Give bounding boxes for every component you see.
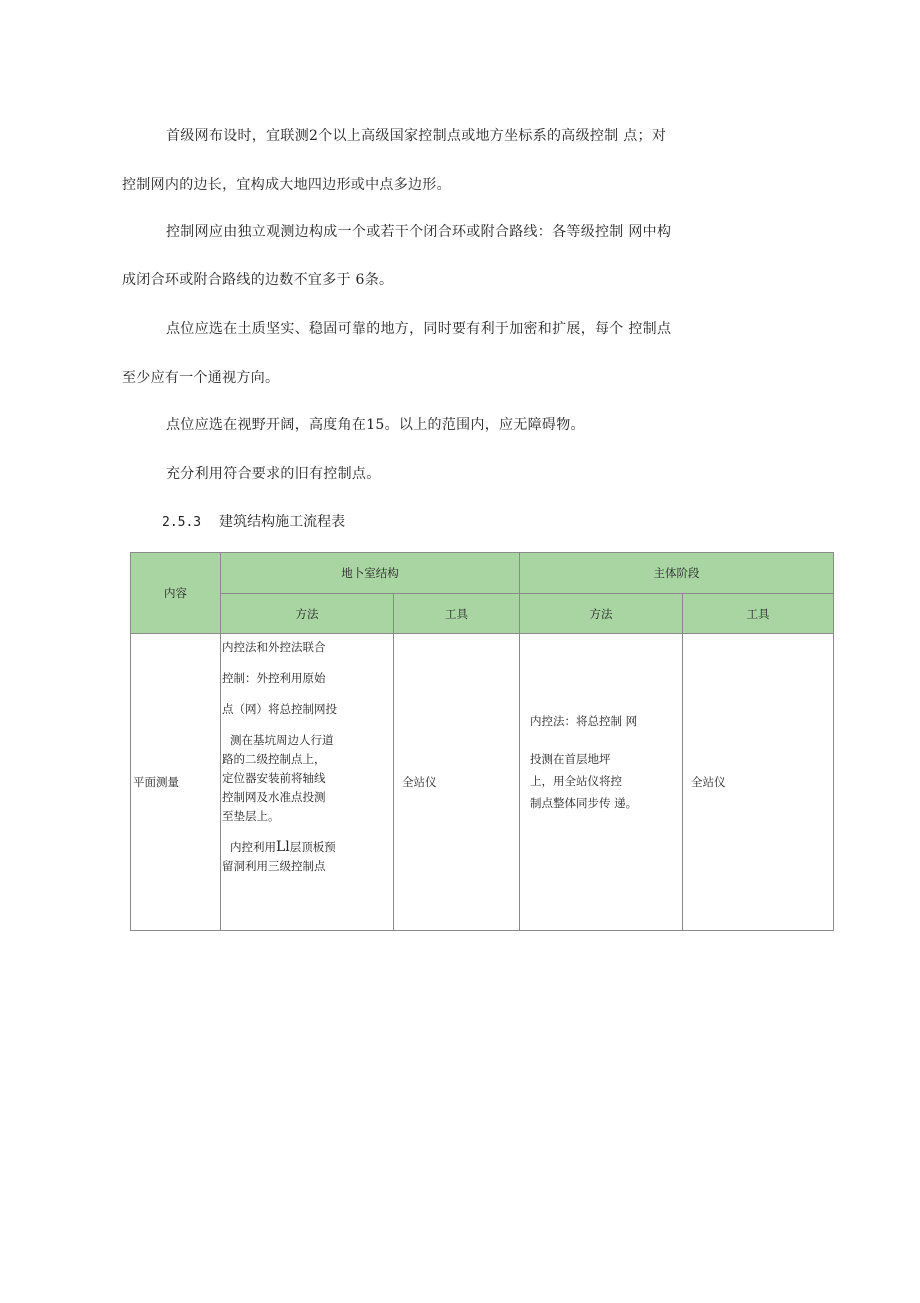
header-content: 内容 bbox=[131, 553, 221, 634]
basement-method-line: 路的二级控制点上， bbox=[222, 752, 326, 766]
inner-control-text-b: Ll bbox=[276, 839, 290, 855]
paragraph-3-line-2: 至少应有一个通视方向。 bbox=[122, 370, 280, 386]
paragraph-5-line-1: 充分利用符合要求的旧有控制点。 bbox=[166, 466, 381, 482]
paragraph-1-line-1: 首级网布设时，宜联测2个以上高级国家控制点或地方坐标系的高级控制 点；对 bbox=[166, 128, 667, 144]
basement-method-line: 测在基坑周边人行道 bbox=[230, 733, 334, 747]
basement-method-cell bbox=[221, 634, 394, 931]
main-method-line: 制点整体同步传 递。 bbox=[530, 796, 638, 810]
row-label-plane-survey: 平面测量 bbox=[131, 634, 221, 931]
basement-method-line-inner-control bbox=[222, 838, 393, 857]
section-title: 建筑结构施工流程表 bbox=[219, 514, 346, 530]
main-method-cell bbox=[520, 634, 683, 931]
paragraph-2-line-1: 控制网应由独立观测边构成一个或若干个闭合环或附合路线：各等级控制 网中构 bbox=[166, 224, 672, 240]
main-method-line: 上，用全站仪将控 bbox=[530, 774, 622, 788]
section-heading bbox=[162, 512, 345, 533]
header-main-stage: 主体阶段 bbox=[520, 553, 834, 594]
paragraph-3-line-1: 点位应选在土质坚实、稳固可靠的地方，同时要有利于加密和扩展，每个 控制点 bbox=[166, 321, 672, 337]
basement-method-line: 至垫层上。 bbox=[222, 809, 280, 823]
paragraph-4-line-1: 点位应选在视野开阔，高度角在15。以上的范围内，应无障碍物。 bbox=[166, 417, 585, 433]
header-basement-tool: 工具 bbox=[394, 594, 520, 634]
header-basement-structure: 地卜室结构 bbox=[221, 553, 520, 594]
header-main-tool: 工具 bbox=[683, 594, 834, 634]
main-method-line: 投测在首层地坪 bbox=[530, 752, 611, 766]
paragraph-2-line-2: 成闭合环或附合路线的边数不宜多于 6条。 bbox=[122, 272, 394, 288]
header-basement-method: 方法 bbox=[221, 594, 394, 634]
basement-method-line: 内控法和外控法联合 bbox=[222, 640, 326, 654]
main-method-line: 内控法：将总控制 网 bbox=[530, 714, 638, 728]
basement-method-line: 定位器安装前将轴线 bbox=[222, 771, 326, 785]
main-tool-cell: 全站仪 bbox=[683, 634, 834, 931]
paragraph-1-line-2: 控制网内的边长，宜构成大地四边形或中点多边形。 bbox=[122, 177, 451, 193]
construction-flow-table bbox=[130, 552, 834, 931]
basement-method-line: 控制：外控利用原始 bbox=[222, 671, 326, 685]
inner-control-text-c: 层顶板预 bbox=[289, 840, 336, 854]
basement-method-line: 留洞利用三级控制点 bbox=[222, 859, 326, 873]
basement-method-line: 控制网及水准点投测 bbox=[222, 790, 326, 804]
basement-method-line: 点（网）将总控制网投 bbox=[222, 702, 337, 716]
basement-tool-cell: 全站仪 bbox=[394, 634, 520, 931]
inner-control-text-a: 内控利用 bbox=[230, 840, 276, 854]
section-number: 2.5.3 bbox=[162, 515, 202, 530]
header-main-method: 方法 bbox=[520, 594, 683, 634]
